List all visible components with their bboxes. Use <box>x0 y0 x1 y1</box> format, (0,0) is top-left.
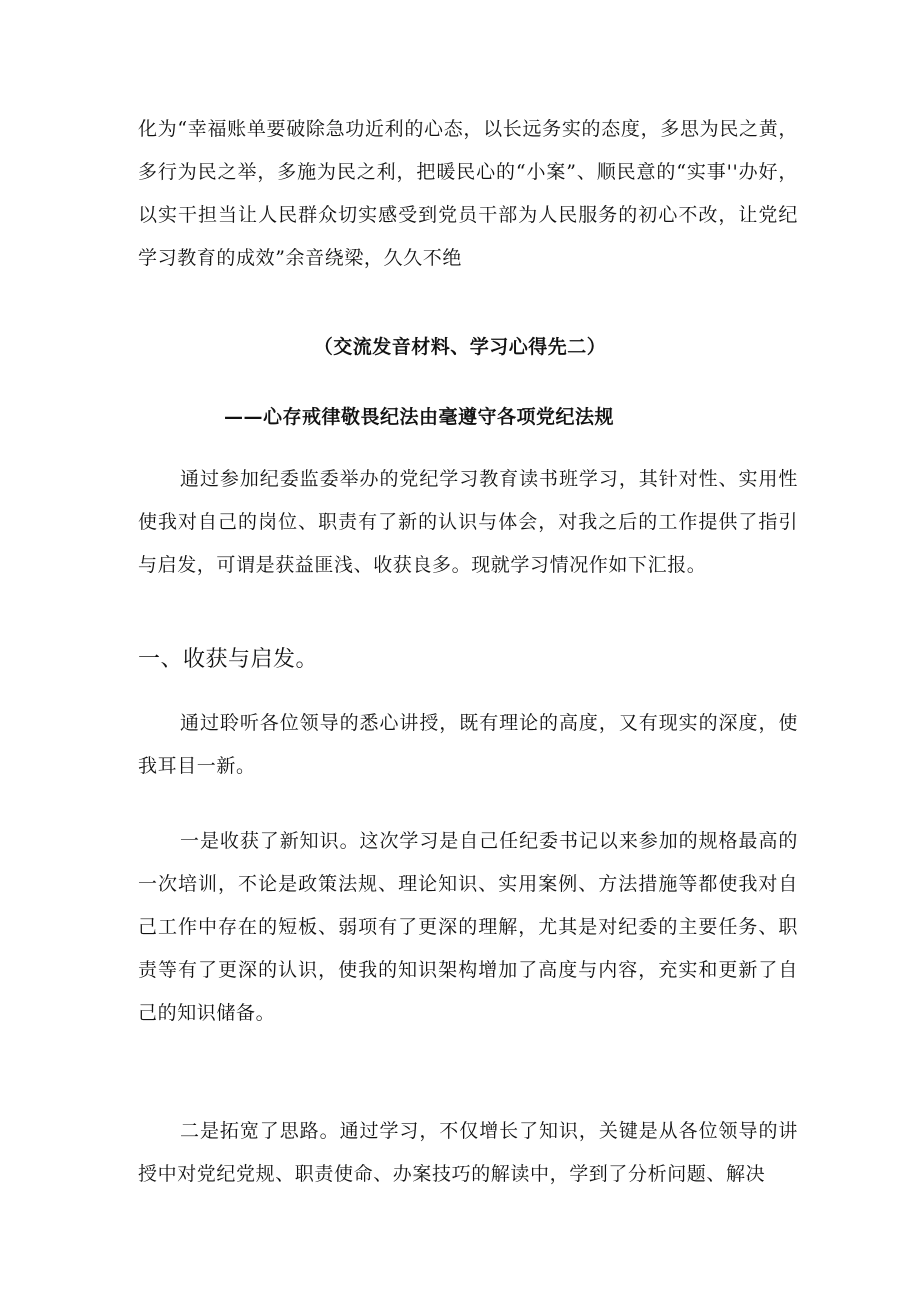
paragraph-3: 一是收获了新知识。这次学习是自己任纪委书记以来参加的规格最高的一次培训，不论是政策法规、理论知识、实用案例、方法措施等都使我对自己工作中存在的短板、弱项有了更深的理解，尤其是对纪委的主要任务、职责等有了更深的认识，使我的知识架构增加了高度与内容，充实和更新了自己的知识储备。 <box>138 830 798 1024</box>
heading-1: 一、收获与启发。 <box>138 647 319 672</box>
intro-paragraph: 通过参加纪委监委举办的党纪学习教育读书班学习，其针对性、实用性使我对自己的岗位、职责有了新的认识与体会，对我之后的工作提供了指引与启发，可谓是获益匪浅、收获良多。现就学习情况作如下汇报。 <box>138 468 798 576</box>
section-subtitle: ——心存戒律敬畏纪法由毫遵守各项党纪法规 <box>224 406 615 428</box>
paragraph-4: 二是拓宽了思路。通过学习，不仅增长了知识，关键是从各位领导的讲授中对党纪党规、职责使命、办案技巧的解读中，学到了分析问题、解决 <box>138 1120 798 1185</box>
paragraph-2: 通过聆听各位领导的悉心讲授，既有理论的高度，又有现实的深度，使我耳目一新。 <box>138 712 798 777</box>
section-title: （交流发音材料、学习心得先二） <box>313 336 607 358</box>
opening-paragraph: 化为“幸福账单要破除急功近利的心态，以长远务实的态度，多思为民之黄，多行为民之举，多施为民之利，把暖民心的“小案”、顺民意的“实事''办好，以实干担当让人民群众切实感受到党员干部为人民服务的初心不改，让党纪学习教育的成效”余音绕梁，久久不绝 <box>138 118 798 269</box>
